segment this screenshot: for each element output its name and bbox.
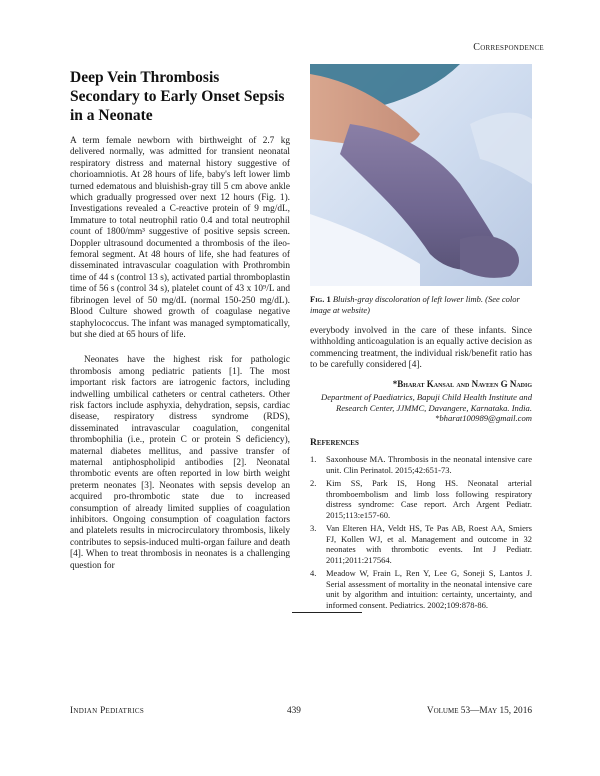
footer-volume: Volume 53—May 15, 2016 [426,706,532,716]
footer-journal: Indian Pediatrics [70,706,145,716]
author-affiliation [310,392,532,424]
reference-number: 2. [310,478,317,488]
affiliation-text: Department of Paediatrics, Bapuji Child Health Institute and Research Center, JJMMC, Davangere, Karnataka. India. [320,392,532,413]
author-email[interactable]: *bharat100989@gmail.com [435,413,532,424]
figure-caption-text: Bluish-gray discoloration of left lower limb. (See color image at website) [310,294,520,315]
article-title: Deep Vein Thrombosis Secondary to Early Onset Sepsis in a Neonate [70,69,285,124]
left-column [70,136,290,586]
reference-number: 1. [310,454,317,464]
reference-item [310,478,532,520]
reference-text: Saxonhouse MA. Thrombosis in the neonatal intensive care unit. Clin Perinatol. 2015;42:651-73. [326,454,532,475]
author-names: *Bharat Kansal and Naveen G Nadig [392,379,532,389]
footer-divider [292,612,362,613]
body-paragraph-2: Neonates have the highest risk for pathologic thrombosis among pediatric patients [1]. The most important risk factors are iatrogenic factors, including indwelling umbilical catheters or central catheters. Other risk factors include asphyxia, dehydration, sepsis, cardiac disease, respiratory distress syndrome (RDS), disseminated intravascular coagulation, congenital thrombophilia (i.e., protein C or protein S deficiency), maternal diabetes mellitus, and passive transfer of maternal antiphospholipid antibodies [2]. Neonatal thrombotic events are often reported in low birth weight preterm neonates [3]. Neonates with sepsis develop an acquired pro-thrombotic state due to increased consumption of already limited supplies of coagulation inhibitors. Ongoing consumption of coagulation factors and platelets results in microcirculatory thrombosis, likely contributes to sepsis-induced multi-organ failure and death [4]. When to treat thrombosis in neonates is a challenging question for [70,355,290,571]
reference-number: 4. [310,568,317,578]
references-heading: References [310,438,359,448]
figure-caption [310,294,532,315]
figure-label: Fig. 1 [310,294,331,304]
figure-1-photo [310,64,532,286]
reference-text: Van Elteren HA, Veldt HS, Te Pas AB, Roest AA, Smiers FJ, Kollen WJ, et al. Management and outcome in 32 neonates with thrombotic events. Int J Pediatr. 2011;2011:217564. [326,523,532,565]
footer-page-number: 439 [287,706,301,716]
reference-number: 3. [310,523,317,533]
reference-text: Meadow W, Frain L, Ren Y, Lee G, Soneji S, Lantos J. Serial assessment of mortality in the neonatal intensive care unit by algorithm and intuition: certainty, uncertainty, and informed consent. Pediatrics. 2002;109:878-86. [326,568,532,610]
reference-item [310,523,532,565]
reference-item [310,454,532,475]
body-paragraph-1: A term female newborn with birthweight of 2.7 kg delivered normally, was admitted for transient neonatal respiratory distress and maternal history suggestive of chorioamniotis. At 28 hours of life, baby's left lower limb turned edematous and bluishish-gray till 5 cm above ankle which gradually progressed over next 12 hours (Fig. 1). Investigations revealed a C-reactive protein of 9 mg/dL, Immature to total neutrophil ratio 0.4 and total neutrophil count of 1800/mm³ suggestive of positive sepsis screen. Doppler ultrasound documented a thrombosis of the ileo-femoral segment. At 48 hours of life, she had features of disseminated intravascular coagulation with Prothrombin time of 44 s (control 13 s), activated partial thromboplastin time of 56 s (control 34 s), platelet count of 43 x 10⁹/L and fibrinogen level of 50 mg/dL (normal 150-250 mg/dL). Blood Culture showed growth of coagulase negative staphylococcus. The infant was managed symptomatically, but she died at 65 hours of life. [70,136,290,340]
section-label: Correspondence [473,42,544,53]
reference-item [310,568,532,610]
references-list [310,454,532,613]
body-paragraph-3: everybody involved in the care of these infants. Since withholding anticoagulation is an equally active decision as commencing treatment, the individual risk/benefit ratio has to be carefully considered [4]. [310,326,532,371]
reference-text: Kim SS, Park IS, Hong HS. Neonatal arterial thromboembolism and limb loss following respiratory distress syndrome: Case report. Arch Argent Pediatr. 2015;113:e157-60. [326,478,532,520]
